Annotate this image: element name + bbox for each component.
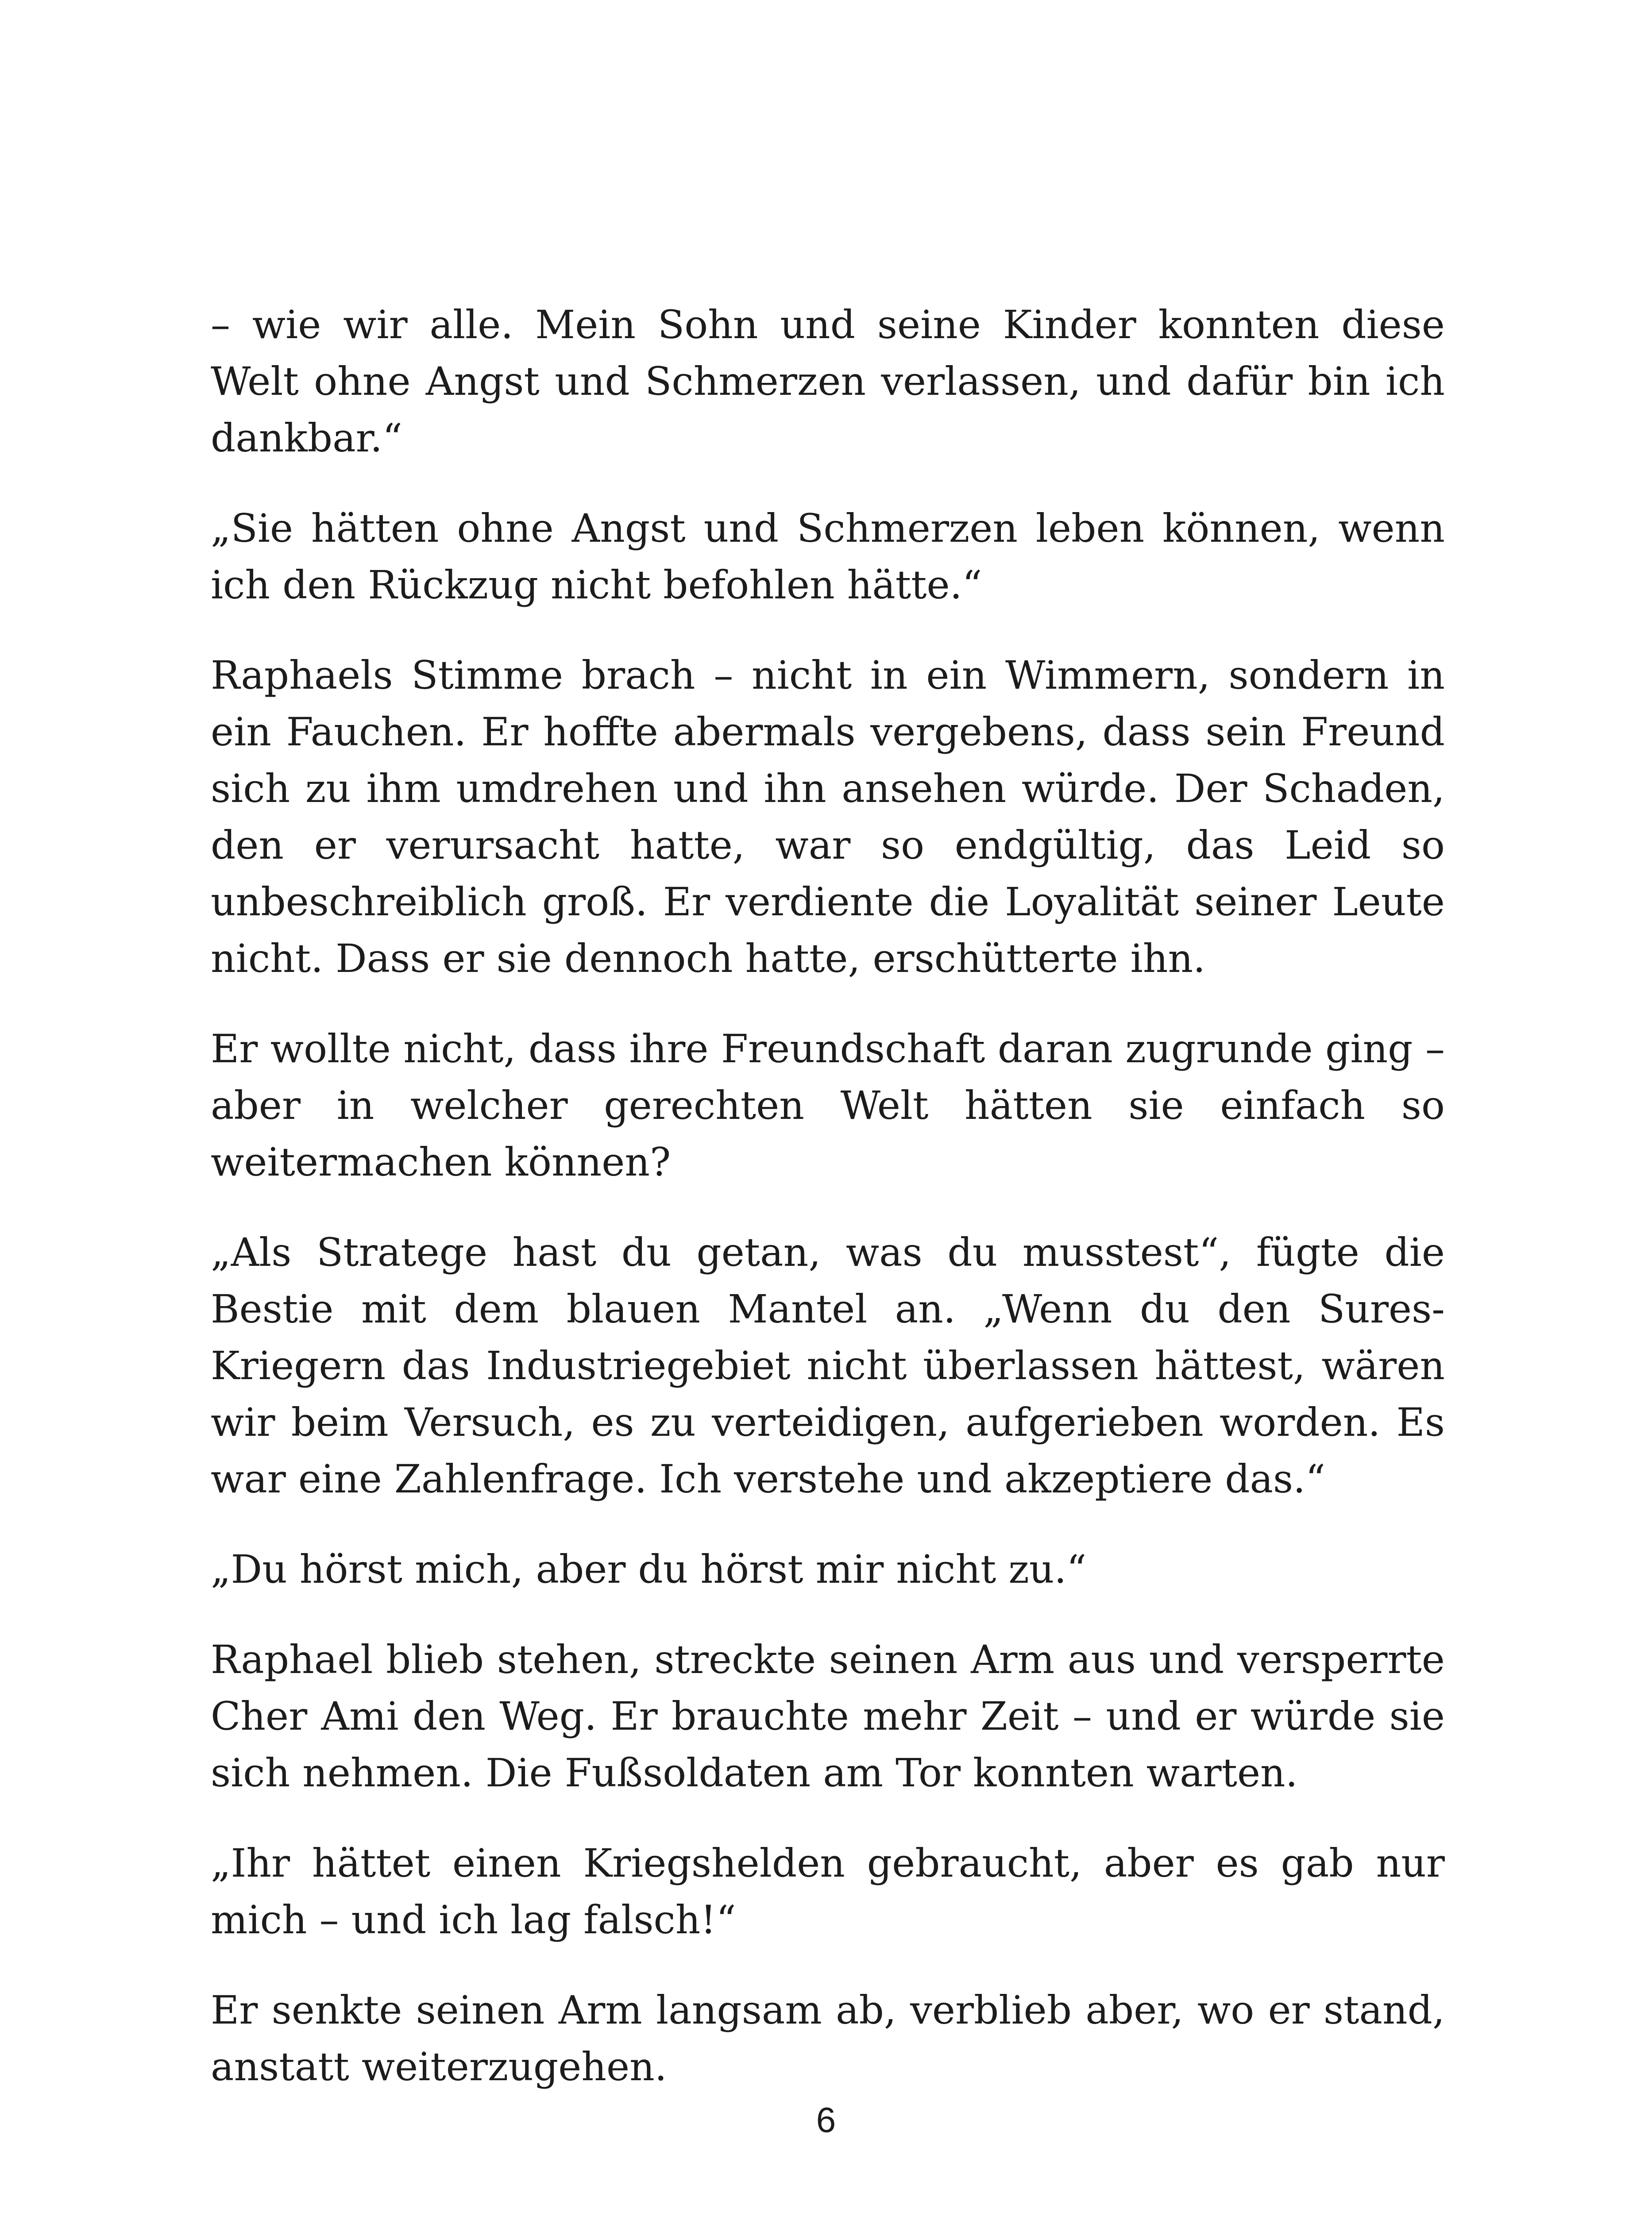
paragraph: „Ihr hättet einen Kriegshelden gebraucht, aber es gab nur mich – und ich lag falsch!“ xyxy=(211,1840,1445,1943)
page-number: 6 xyxy=(816,2100,836,2140)
paragraph: Raphael blieb stehen, streckte seinen Arm aus und versperrte Cher Ami den Weg. Er brauchte mehr Zeit – und er würde sie sich nehmen. Die Fußsoldaten am Tor konnten warten. xyxy=(211,1637,1445,1796)
paragraph: Raphaels Stimme brach – nicht in ein Wimmern, sondern in ein Fauchen. Er hoffte abermals vergebens, dass sein Freund sich zu ihm umdrehen und ihn ansehen würde. Der Schaden, den er verursacht hatte, war so endgültig, das Leid so unbeschreiblich groß. Er verdiente die Loyalität seiner Leute nicht. Dass er sie dennoch hatte, erschütterte ihn. xyxy=(211,652,1445,981)
text-body xyxy=(211,297,1445,2129)
paragraph: Er senkte seinen Arm langsam ab, verblieb aber, wo er stand, anstatt weiterzugehen. xyxy=(211,1987,1445,2090)
paragraph: Er wollte nicht, dass ihre Freundschaft daran zugrunde ging – aber in welcher gerechten Welt hätten sie einfach so weitermachen können? xyxy=(211,1026,1445,1185)
paragraph: – wie wir alle. Mein Sohn und seine Kinder konnten diese Welt ohne Angst und Schmerzen verlassen, und dafür bin ich dankbar.“ xyxy=(211,302,1445,461)
paragraph: „Du hörst mich, aber du hörst mir nicht zu.“ xyxy=(211,1546,1087,1592)
paragraph: „Sie hätten ohne Angst und Schmerzen leben können, wenn ich den Rückzug nicht befohlen hätte.“ xyxy=(211,505,1445,608)
paragraph: „Als Stratege hast du getan, was du musstest“, fügte die Bestie mit dem blauen Mantel an. „Wenn du den Sures-Kriegern das Industriegebiet nicht überlassen hättest, wären wir beim Versuch, es zu verteidigen, aufgerieben worden. Es war eine Zahlenfrage. Ich verstehe und akzeptiere das.“ xyxy=(211,1230,1445,1502)
